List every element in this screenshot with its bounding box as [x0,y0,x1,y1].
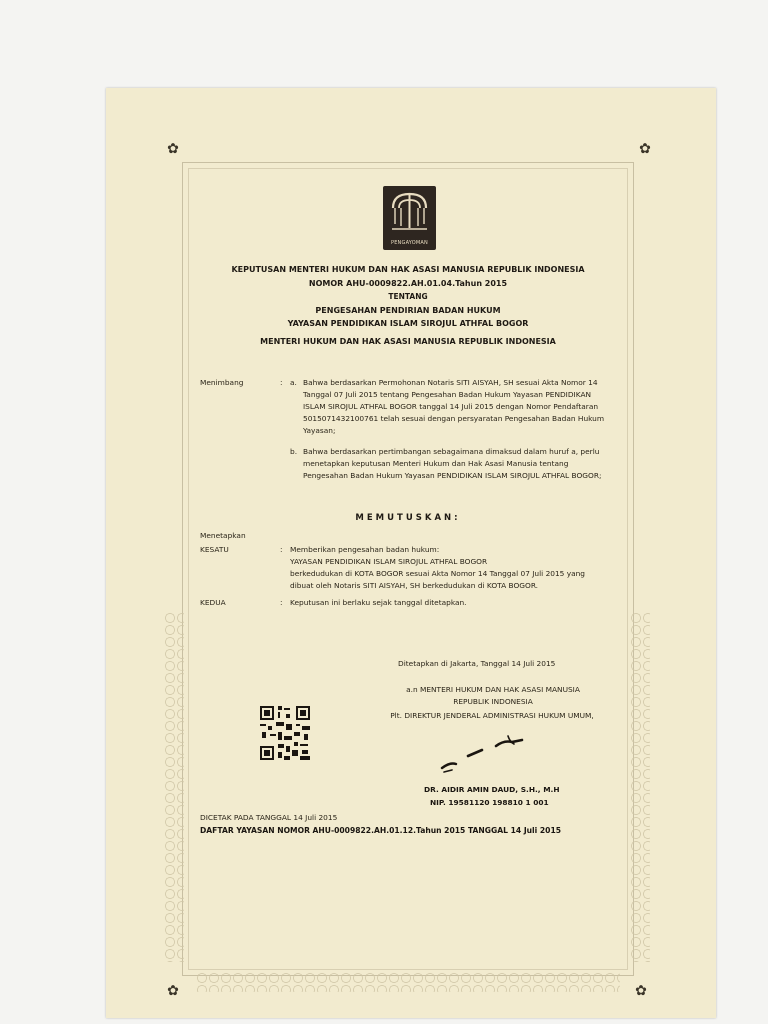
banyan-tree-icon [383,186,436,236]
lace-ornament-right [630,612,650,962]
point-a-marker: a. [290,378,297,387]
corner-ornament-icon: ✿ [639,141,651,157]
corner-ornament-icon: ✿ [635,983,647,999]
signatory-line: REPUBLIK INDONESIA [453,697,533,706]
memutuskan-heading: MEMUTUSKAN: [355,513,461,523]
signatory-line: a.n MENTERI HUKUM DAN HAK ASASI MANUSIA [406,685,580,694]
minister-heading: MENTERI HUKUM DAN HAK ASASI MANUSIA REPUBLIK INDONESIA [260,337,556,346]
printed-date: DICETAK PADA TANGGAL 14 Juli 2015 [200,813,338,822]
kedua-label: KEDUA [200,598,226,607]
decree-about: TENTANG [388,292,428,301]
kesatu-line: berkedudukan di KOTA BOGOR sesuai Akta Nomor 14 Tanggal 07 Juli 2015 yang [290,569,586,578]
kesatu-label: KESATU [200,545,229,554]
kedua-colon: : [280,598,283,607]
point-a-line: Tanggal 07 Juli 2015 tentang Pengesahan Badan Hukum Yayasan PENDIDIKAN [303,390,592,399]
point-b-line: menetapkan keputusan Menteri Hukum dan Hak Asasi Manusia tentang [303,459,569,468]
handwritten-signature [438,728,528,778]
foundation-name: YAYASAN PENDIDIKAN ISLAM SIROJUL ATHFAL BOGOR [287,319,529,328]
point-b-line: Pengesahan Badan Hukum Yayasan PENDIDIKAN ISLAM SIROJUL ATHFAL BOGOR; [303,471,602,480]
pengayoman-logo [383,186,436,250]
point-a-line: Bahwa berdasarkan Permohonan Notaris SITI AISYAH, SH sesuai Akta Nomor 14 [303,378,598,387]
point-b-line: Bahwa berdasarkan pertimbangan sebagaimana dimaksud dalam huruf a, perlu [303,447,600,456]
registry-number: DAFTAR YAYASAN NOMOR AHU-0009822.AH.01.12.Tahun 2015 TANGGAL 14 Juli 2015 [200,826,562,835]
menetapkan-label: Menetapkan [200,531,246,540]
corner-ornament-icon: ✿ [167,141,179,157]
corner-ornament-icon: ✿ [167,983,179,999]
signatory-nip: NIP. 19581120 198810 1 001 [430,798,549,807]
kedua-text: Keputusan ini berlaku sejak tanggal ditetapkan. [290,598,467,607]
decree-subject: PENGESAHAN PENDIRIAN BADAN HUKUM [315,306,501,315]
menimbang-label: Menimbang [200,378,244,387]
kesatu-line: dibuat oleh Notaris SITI AISYAH, SH berkedudukan di KOTA BOGOR. [290,581,539,590]
kesatu-colon: : [280,545,283,554]
logo-text: PENGAYOMAN [390,240,428,246]
kesatu-line: YAYASAN PENDIDIKAN ISLAM SIROJUL ATHFAL BOGOR [290,557,488,566]
kesatu-line: Memberikan pengesahan badan hukum: [290,545,440,554]
menimbang-colon: : [280,378,283,387]
decree-title: KEPUTUSAN MENTERI HUKUM DAN HAK ASASI MANUSIA REPUBLIK INDONESIA [231,265,585,274]
place-date: Ditetapkan di Jakarta, Tanggal 14 Juli 2015 [398,659,556,668]
qr-code [258,704,312,762]
point-a-line: 5015071432100761 telah sesuai dengan persyaratan Pengesahan Badan Hukum [303,414,605,423]
signatory-name: DR. AIDIR AMIN DAUD, S.H., M.H [424,785,560,794]
decree-number: NOMOR AHU-0009822.AH.01.04.Tahun 2015 [308,279,508,288]
lace-ornament-left [164,612,184,962]
point-a-line: ISLAM SIROJUL ATHFAL BOGOR tanggal 14 Juli 2015 dengan Nomor Pendaftaran [303,402,599,411]
signatory-line: Plt. DIREKTUR JENDERAL ADMINISTRASI HUKUM UMUM, [390,711,594,720]
point-b-marker: b. [290,447,298,456]
lace-ornament-bottom [196,972,620,992]
point-a-line: Yayasan; [303,426,336,435]
